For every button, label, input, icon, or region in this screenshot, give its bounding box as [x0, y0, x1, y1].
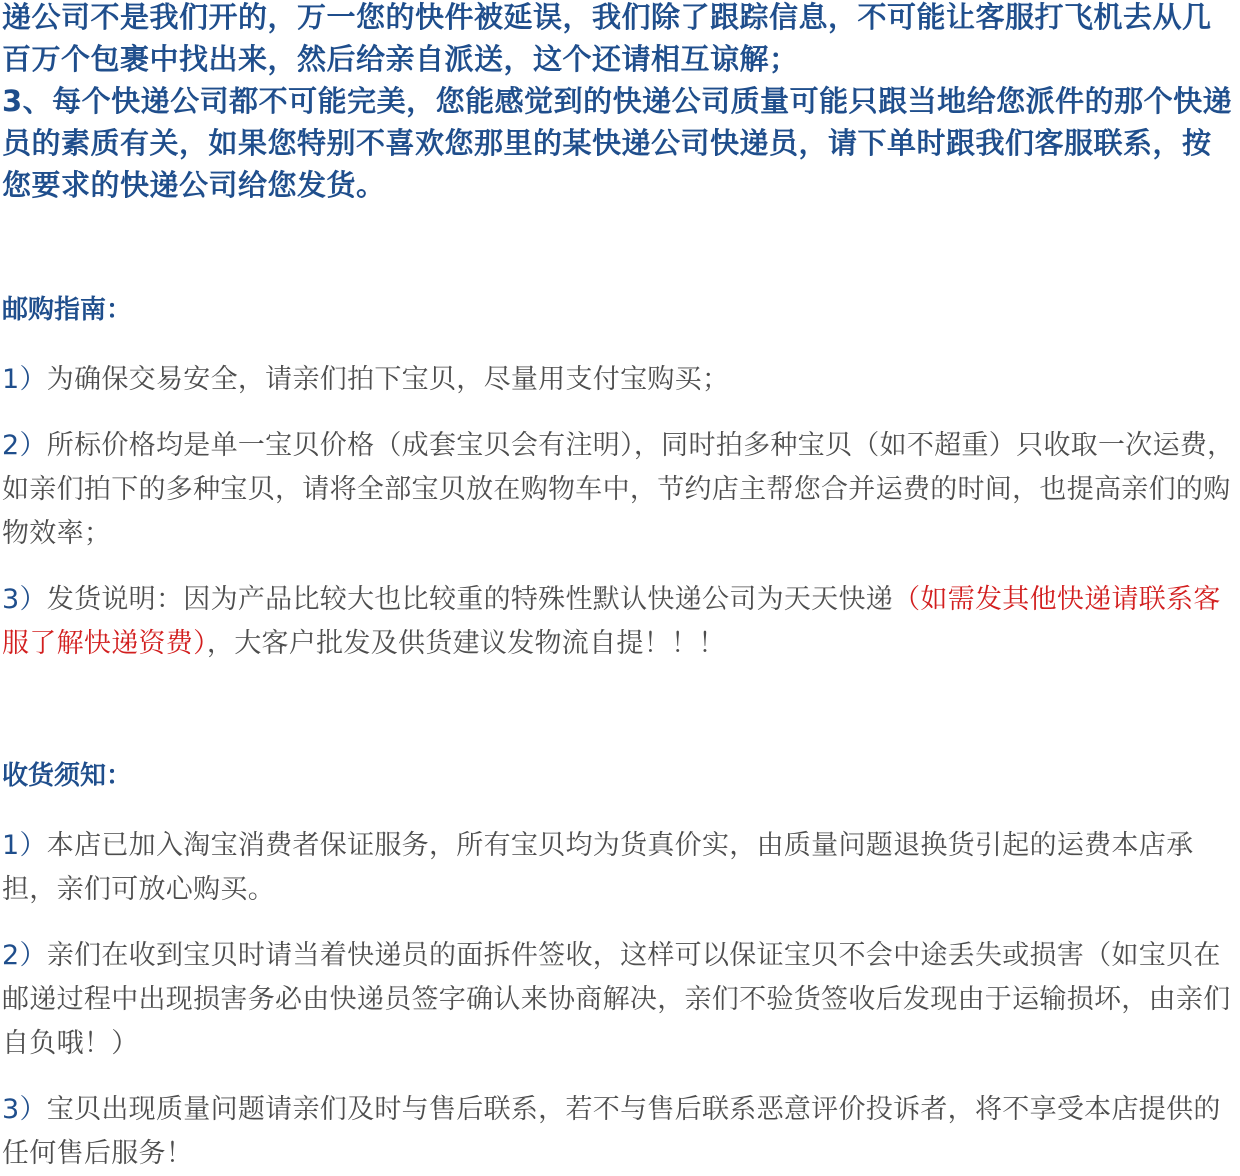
intro-paragraph-1: 递公司不是我们开的，万一您的快件被延误，我们除了跟踪信息，不可能让客服打飞机去从几百万个包裹中找出来，然后给亲自派送，这个还请相互谅解；	[2, 0, 1212, 76]
item-text-tail: ，大客户批发及供货建议发物流自提！！！	[206, 628, 726, 659]
receipt-notice-title: 收货须知：	[2, 761, 133, 791]
item-text: 为确保交易安全，请亲们拍下宝贝，尽量用支付宝购买；	[46, 364, 730, 395]
item-text: 发货说明：因为产品比较大也比较重的特殊性默认快递公司为天天快递	[46, 584, 894, 615]
mail-guide-title: 邮购指南：	[2, 295, 133, 325]
shipping-fee-notice: （如需发其他快递请联系客服了解快递资费）	[2, 584, 1221, 659]
receipt-notice-item-2	[2, 934, 1238, 1066]
item-text: 宝贝出现质量问题请亲们及时与售后联系，若不与售后联系恶意评价投诉者，将不享受本店提供的任何售后服务！	[2, 1094, 1221, 1169]
item-text: 本店已加入淘宝消费者保证服务，所有宝贝均为货真价实，由质量问题退换货引起的运费本店承担，亲们可放心购买。	[2, 830, 1194, 905]
item-number: 3）	[2, 584, 47, 615]
item-number: 2）	[2, 940, 47, 971]
item-text: 亲们在收到宝贝时请当着快递员的面拆件签收，这样可以保证宝贝不会中途丢失或损害（如宝贝在邮递过程中出现损害务必由快递员签字确认来协商解决，亲们不验货签收后发现由于运输损坏，由亲们自负哦！）	[2, 940, 1231, 1059]
receipt-notice-item-1	[2, 824, 1238, 912]
intro-text	[2, 0, 1238, 206]
item-text: 所标价格均是单一宝贝价格（成套宝贝会有注明），同时拍多种宝贝（如不超重）只收取一次运费，如亲们拍下的多种宝贝，请将全部宝贝放在购物车中，节约店主帮您合并运费的时间，也提高亲们的购物效率；	[2, 430, 1235, 549]
receipt-notice-item-3	[2, 1088, 1238, 1176]
item-number: 1）	[2, 830, 47, 861]
item-number: 2）	[2, 430, 47, 461]
intro-paragraph-2: 3、每个快递公司都不可能完美，您能感觉到的快递公司质量可能只跟当地给您派件的那个快递员的素质有关，如果您特别不喜欢您那里的某快递公司快递员，请下单时跟我们客服联系，按您要求的快递公司给您发货。	[2, 84, 1233, 202]
item-number: 1）	[2, 364, 47, 395]
item-number: 3）	[2, 1094, 47, 1125]
mail-guide-item-2	[2, 424, 1238, 556]
mail-guide-item-1	[2, 358, 1238, 402]
mail-guide-item-3	[2, 578, 1238, 666]
